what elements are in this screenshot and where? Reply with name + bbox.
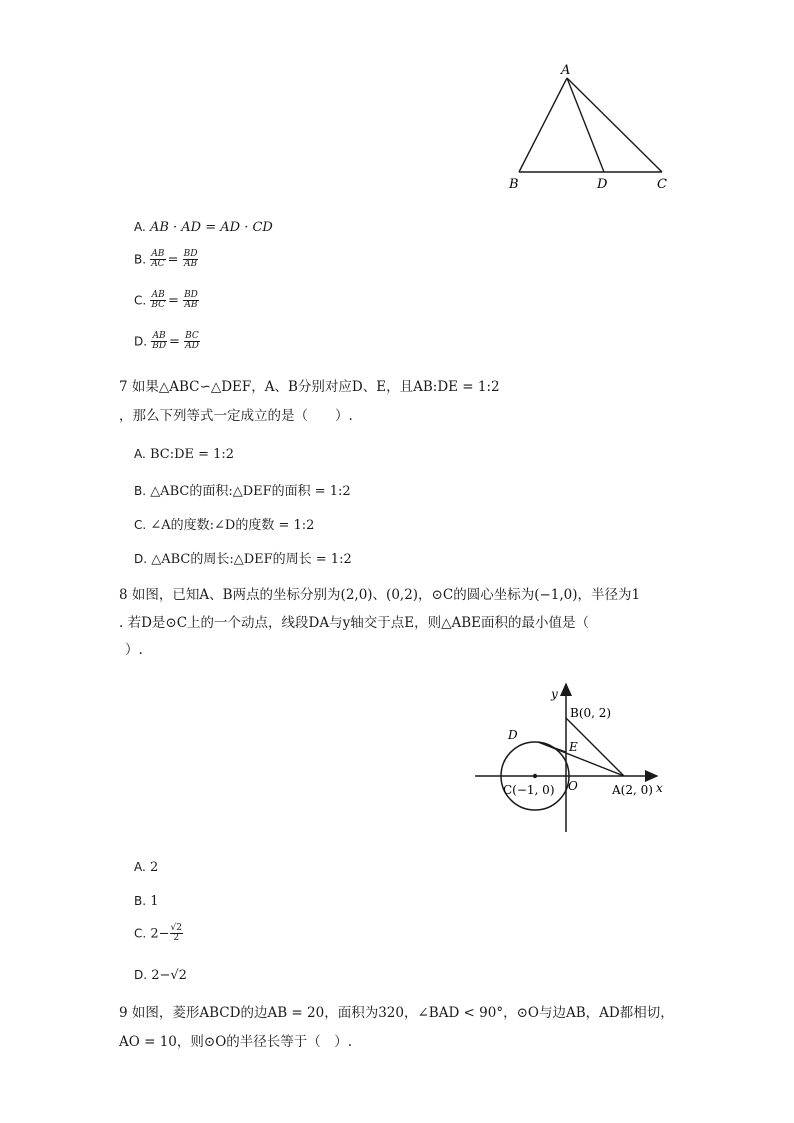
q6-option-b[interactable] bbox=[134, 250, 200, 270]
option-label: B. bbox=[134, 252, 147, 267]
option-label: C. bbox=[134, 293, 147, 308]
option-label: A. bbox=[134, 220, 146, 234]
label-e: E bbox=[569, 740, 578, 754]
fraction-right: $\frac{BD}{AB}$ bbox=[184, 290, 198, 311]
option-prefix: 2− bbox=[150, 926, 170, 942]
option-text: 2−√2 bbox=[151, 968, 187, 983]
fraction-left: $\frac{AB}{BC}$ bbox=[151, 290, 166, 311]
q8-option-a[interactable] bbox=[134, 860, 158, 875]
option-label: D. bbox=[134, 552, 148, 566]
option-label: B. bbox=[134, 484, 147, 498]
label-o: O bbox=[568, 779, 578, 793]
q7-option-d[interactable] bbox=[134, 548, 352, 567]
segment-ac bbox=[567, 78, 662, 172]
q8-stem-line2: . 若D是⊙C上的一个动点，线段DA与y轴交于点E，则△ABE面积的最小值是（ bbox=[119, 615, 590, 631]
q6-option-d[interactable] bbox=[134, 332, 202, 352]
segment-ad bbox=[567, 78, 604, 172]
option-label: B. bbox=[134, 894, 147, 908]
x-axis-label: x bbox=[656, 781, 663, 795]
option-text: 2 bbox=[149, 860, 159, 875]
option-text: 1 bbox=[150, 894, 159, 909]
option-label: C. bbox=[134, 518, 147, 532]
label-b: B bbox=[509, 177, 519, 192]
q7-stem-line1: 7 如果△ABC∽△DEF，A、B分别对应D、E，且AB:DE = 1:2 bbox=[119, 379, 500, 395]
q8-option-c[interactable] bbox=[134, 924, 185, 944]
segment-ab bbox=[519, 78, 567, 172]
center-c-dot bbox=[533, 774, 537, 778]
option-text: ∠A的度数:∠D的度数 = 1:2 bbox=[150, 518, 315, 533]
fraction-left: $\frac{AB}{BD}$ bbox=[152, 331, 167, 352]
label-d: D bbox=[597, 177, 608, 192]
equals-sign: = bbox=[167, 252, 179, 268]
q8-option-b[interactable] bbox=[134, 894, 158, 909]
label-a: A(2, 0) bbox=[612, 783, 653, 797]
fraction-root2-over-2: $\frac{√2}{2}$ bbox=[170, 923, 182, 944]
fraction-left: $\frac{AB}{AC}$ bbox=[151, 249, 165, 270]
option-label: D. bbox=[134, 968, 148, 982]
label-c: C bbox=[657, 177, 667, 192]
fraction-right: $\frac{BC}{AD}$ bbox=[185, 331, 199, 352]
option-label: A. bbox=[134, 860, 146, 874]
option-label: A. bbox=[134, 447, 146, 461]
fraction-right: $\frac{BD}{AB}$ bbox=[183, 249, 198, 270]
option-text: △ABC的周长:△DEF的周长 = 1:2 bbox=[151, 552, 352, 567]
q8-stem-line3: ）. bbox=[125, 642, 143, 658]
q9-stem-line2: AO = 10，则⊙O的半径长等于（ ）. bbox=[119, 1034, 353, 1050]
option-label: C. bbox=[134, 926, 147, 941]
label-a: A bbox=[561, 63, 571, 78]
coordinate-figure bbox=[470, 678, 675, 838]
label-d: D bbox=[508, 728, 518, 742]
option-text: △ABC的面积:△DEF的面积 = 1:2 bbox=[150, 484, 351, 499]
q9-stem-line1: 9 如图，菱形ABCD的边AB = 20，面积为320，∠BAD < 90°，⊙O与边AB，AD都相切， bbox=[119, 1005, 674, 1021]
label-b: B(0, 2) bbox=[570, 706, 612, 720]
label-c: C(−1, 0) bbox=[503, 783, 555, 797]
option-text: AB · AD = AD · CD bbox=[149, 220, 273, 235]
triangle-figure bbox=[500, 58, 680, 198]
q7-stem-line2: ，那么下列等式一定成立的是（ ）. bbox=[119, 408, 353, 424]
q7-option-b[interactable] bbox=[134, 480, 351, 499]
equals-sign: = bbox=[169, 334, 180, 350]
q6-option-a[interactable] bbox=[134, 220, 273, 235]
q8-option-d[interactable] bbox=[134, 968, 187, 983]
segment-dc-tangent bbox=[538, 742, 566, 752]
q6-option-c[interactable] bbox=[134, 291, 201, 311]
q7-option-c[interactable] bbox=[134, 514, 314, 533]
y-axis-label: y bbox=[551, 687, 558, 701]
q8-stem-line1: 8 如图，已知A、B两点的坐标分别为(2,0)、(0,2)，⊙C的圆心坐标为(−1,0)，半径为1 bbox=[119, 587, 641, 603]
equals-sign: = bbox=[168, 293, 179, 309]
q7-option-a[interactable] bbox=[134, 447, 234, 462]
option-text: BC:DE = 1:2 bbox=[149, 447, 235, 462]
option-label: D. bbox=[134, 334, 148, 349]
